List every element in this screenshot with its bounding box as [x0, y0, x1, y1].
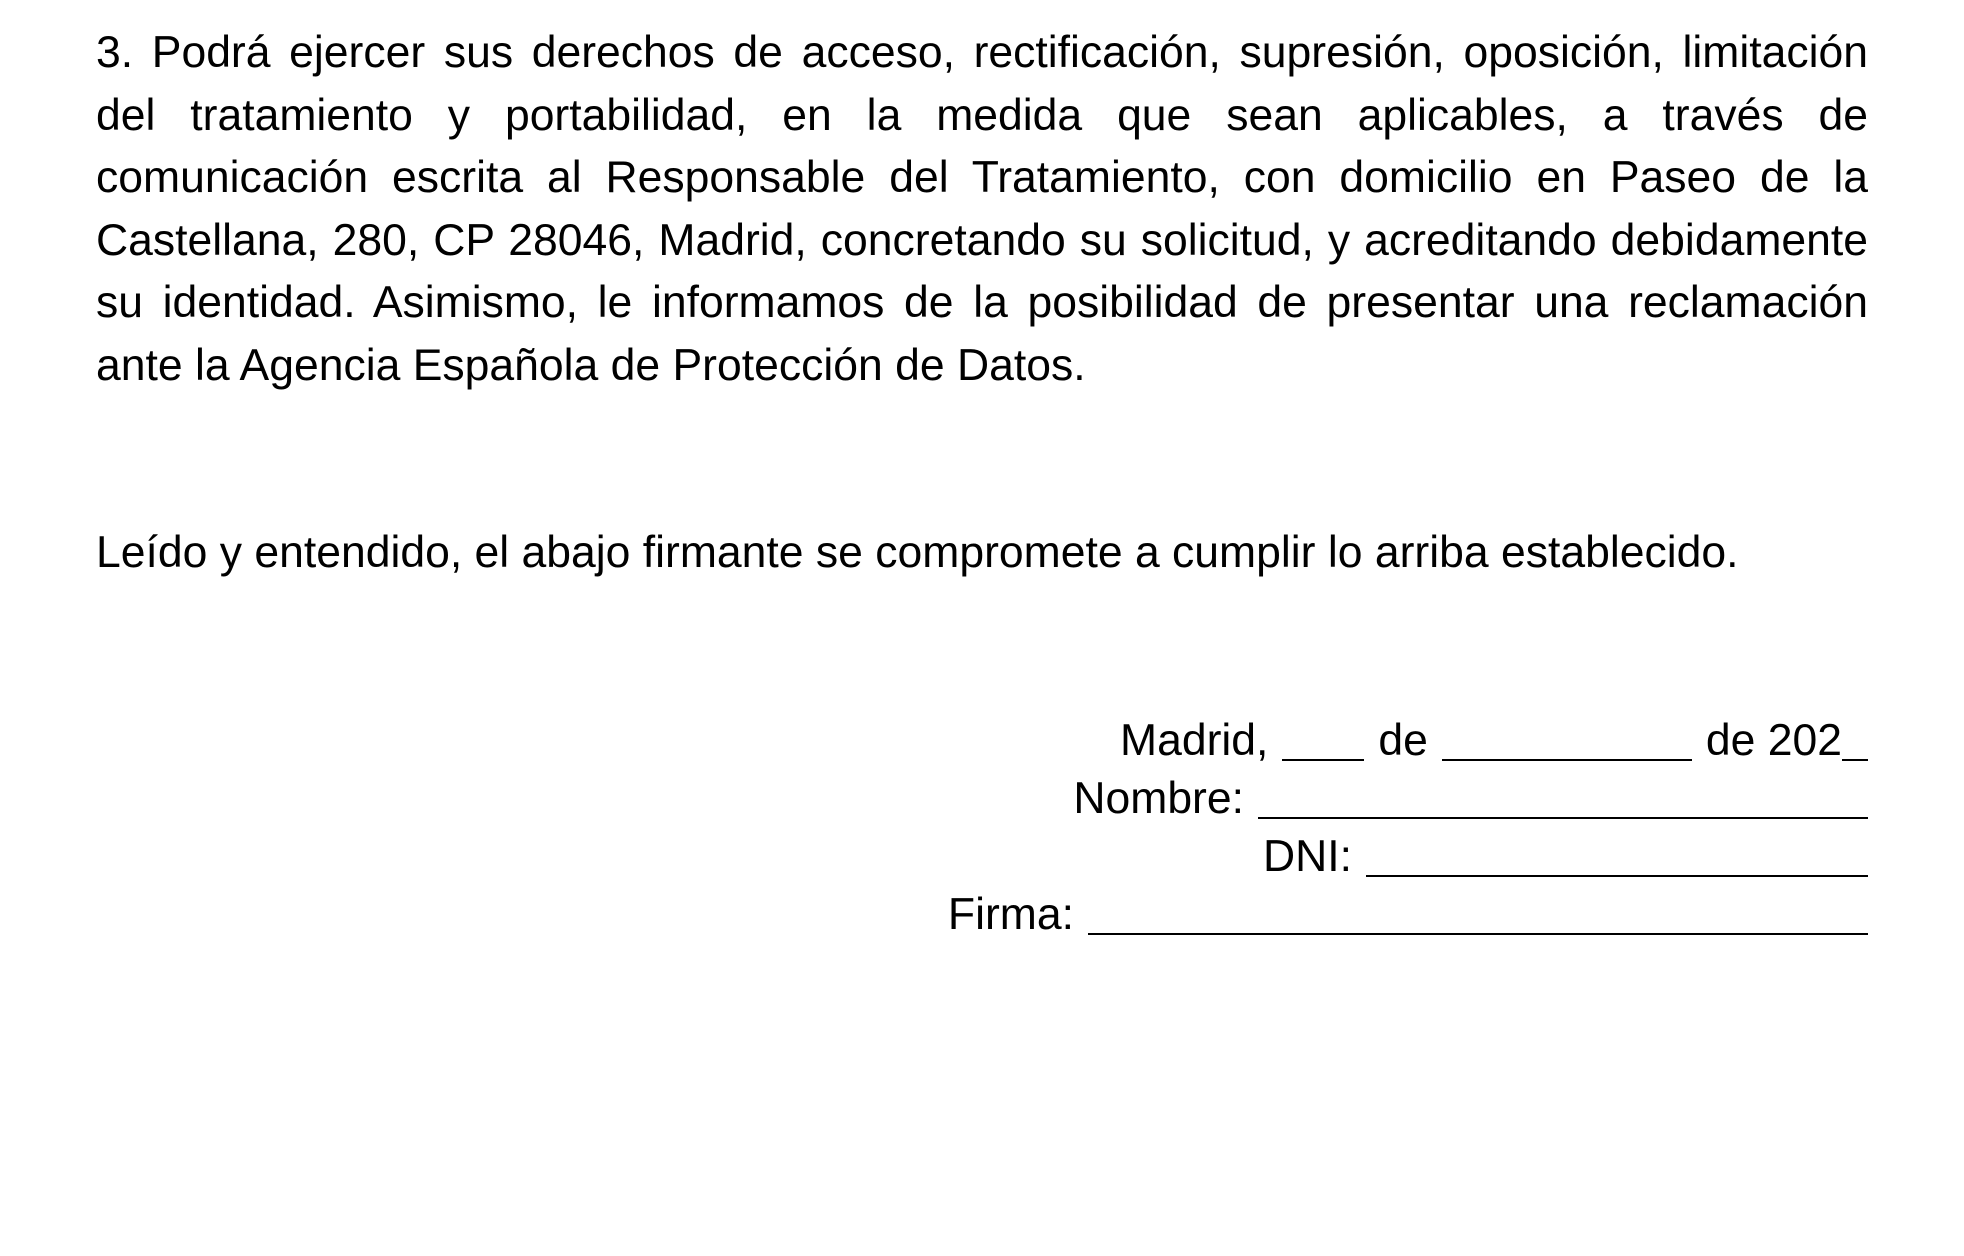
firma-label: Firma:	[947, 890, 1074, 939]
de-year-label: de 202	[1705, 716, 1842, 765]
dni-label: DNI:	[1263, 832, 1352, 881]
nombre-blank[interactable]	[1258, 817, 1868, 819]
day-blank[interactable]	[1282, 759, 1364, 761]
dni-line	[800, 832, 1868, 890]
date-line	[800, 716, 1868, 774]
rights-paragraph: 3. Podrá ejercer sus derechos de acceso, rectificación, supresión, oposición, limitación del tratamiento y portabilidad, en la medida que sean aplicables, a través de comunicación escrita al Responsable del Tratamiento, con domicilio en Paseo de la Castellana, 280, CP 28046, Madrid, concretando su solicitud, y acreditando debidamente su identidad. Asimismo, le informamos de la posibilidad de presentar una reclamación ante la Agencia Española de Protección de Datos.	[96, 28, 1868, 390]
month-blank[interactable]	[1442, 759, 1692, 761]
de-label-1: de	[1378, 716, 1428, 765]
place-label: Madrid,	[1120, 716, 1269, 765]
firma-blank[interactable]	[1088, 933, 1868, 935]
year-digit-blank[interactable]	[1842, 759, 1868, 761]
signature-block	[800, 716, 1868, 948]
closing-statement: Leído y entendido, el abajo firmante se compromete a cumplir lo arriba establecido.	[96, 528, 1739, 577]
nombre-label: Nombre:	[1073, 774, 1244, 823]
nombre-line	[800, 774, 1868, 832]
firma-line	[800, 890, 1868, 948]
dni-blank[interactable]	[1366, 875, 1868, 877]
